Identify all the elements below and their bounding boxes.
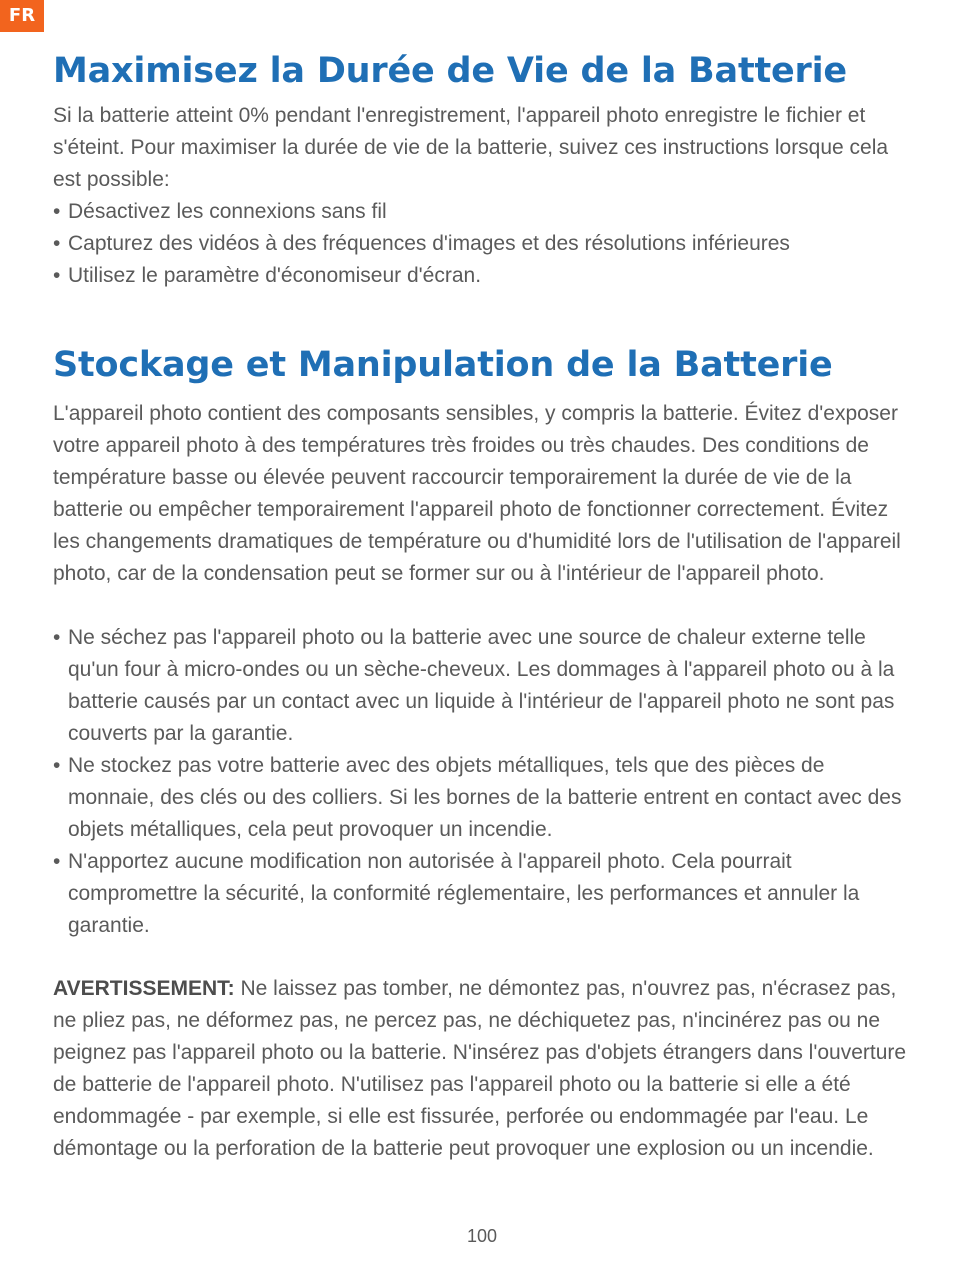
warning-paragraph: [53, 973, 909, 1165]
list-item-text: Désactivez les connexions sans fil: [68, 200, 387, 223]
list-item-text: Utilisez le paramètre d'économiseur d'écran.: [68, 264, 482, 287]
battery-storage-heading: Stockage et Manipulation de la Batterie: [53, 345, 833, 385]
warning-text: Ne laissez pas tomber, ne démontez pas, n'ouvrez pas, n'écrasez pas, ne pliez pas, ne déformez pas, ne percez pas, ne déchiquetez pas, n'incinérez pas ou ne peignez pas l'appareil photo ou la batterie. N'insérez pas d'objets étrangers dans l'ouverture de batterie de l'appareil photo. N'utilisez pas l'appareil photo ou la batterie si elle a été endommagée - par exemple, si elle est fissurée, perforée ou endommagée par l'eau. Le démontage ou la perforation de la batterie peut provoquer une explosion ou un incendie.: [53, 977, 907, 1160]
warning-label: AVERTISSEMENT:: [53, 977, 235, 1000]
list-item-text: Ne séchez pas l'appareil photo ou la batterie avec une source de chaleur externe telle qu'un four à micro-ondes ou un sèche-cheveux. Les dommages à l'appareil photo ou à la batterie causés par un contact avec un liquide à l'intérieur de l'appareil photo ne sont pas couverts par la garantie.: [68, 626, 895, 745]
battery-life-heading: Maximisez la Durée de Vie de la Batterie: [53, 51, 847, 91]
battery-life-tips-list: [53, 196, 909, 292]
language-badge: FR: [0, 0, 44, 32]
battery-life-section: [53, 48, 909, 292]
bullet-icon: •: [53, 754, 61, 777]
list-item-text: Capturez des vidéos à des fréquences d'images et des résolutions inférieures: [68, 232, 790, 255]
battery-life-intro: Si la batterie atteint 0% pendant l'enregistrement, l'appareil photo enregistre le fichier et s'éteint. Pour maximiser la durée de vie de la batterie, suivez ces instructions lorsque cela est possible:: [53, 104, 889, 191]
page-content: [53, 48, 909, 1160]
battery-storage-section: [53, 342, 909, 1165]
list-item-text: Ne stockez pas votre batterie avec des objets métalliques, tels que des pièces de monnaie, des clés ou des colliers. Si les bornes de la batterie entrent en contact avec des objets métalliques, cela peut provoquer un incendie.: [68, 754, 902, 841]
bullet-icon: •: [53, 850, 61, 873]
list-item: [53, 622, 909, 750]
list-item: [53, 196, 909, 228]
battery-storage-precautions-list: [53, 622, 909, 942]
battery-storage-intro: L'appareil photo contient des composants sensibles, y compris la batterie. Évitez d'exposer votre appareil photo à des températures très froides ou très chaudes. Des conditions de température basse ou élevée peuvent raccourcir temporairement la durée de vie de la batterie ou empêcher temporairement l'appareil photo de fonctionner correctement. Évitez les changements dramatiques de température ou d'humidité lors de l'utilisation de l'appareil photo, car de la condensation peut se former sur ou à l'intérieur de l'appareil photo.: [53, 402, 901, 585]
list-item: [53, 260, 909, 292]
list-item: [53, 228, 909, 260]
bullet-icon: •: [53, 200, 61, 223]
bullet-icon: •: [53, 232, 61, 255]
bullet-icon: •: [53, 626, 61, 649]
bullet-icon: •: [53, 264, 61, 287]
list-item: [53, 750, 909, 846]
list-item: [53, 846, 909, 942]
page-number: 100: [466, 1226, 498, 1246]
list-item-text: N'apportez aucune modification non autorisée à l'appareil photo. Cela pourrait compromettre la sécurité, la conformité réglementaire, les performances et annuler la garantie.: [68, 850, 860, 937]
